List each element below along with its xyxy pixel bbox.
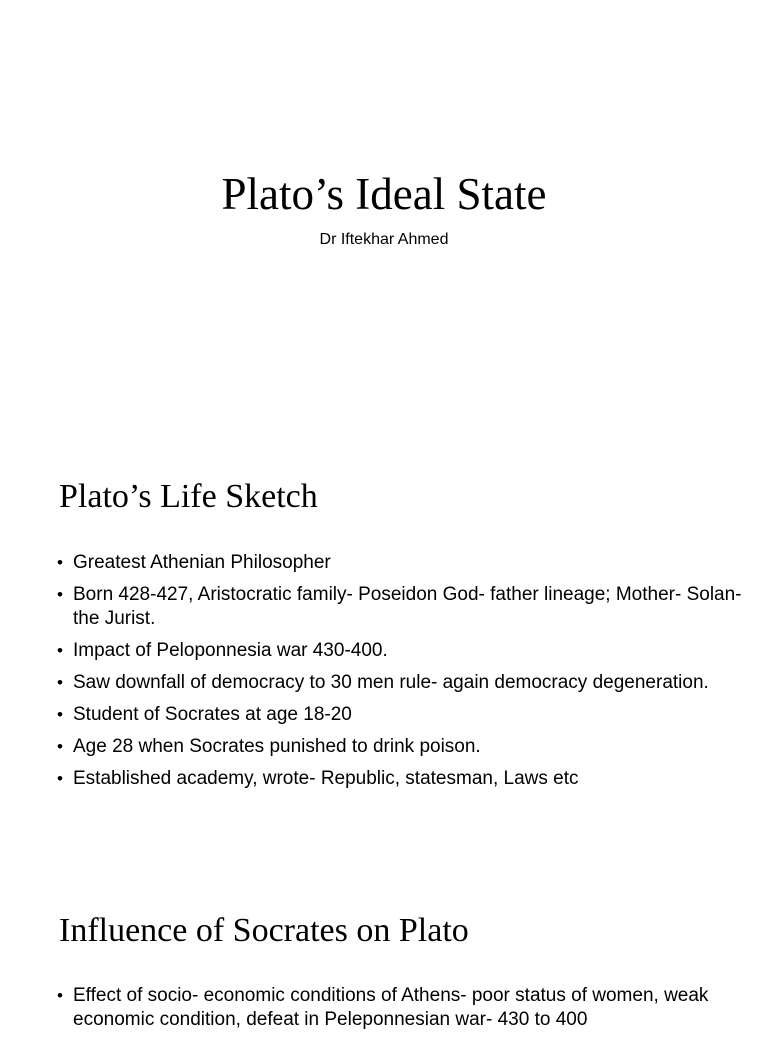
list-item [57, 767, 757, 791]
list-item [57, 639, 757, 663]
list-item-text: Impact of Peloponnesia war 430-400. [73, 640, 388, 661]
bullet-icon: • [57, 986, 63, 1005]
list-item-text: Born 428-427, Aristocratic family- Poseidon God- father lineage; Mother- Solan- the Jurist. [73, 584, 742, 629]
bullet-icon: • [57, 641, 63, 660]
author-name: Dr Iftekhar Ahmed [319, 231, 449, 248]
presentation-title: Plato’s Ideal State [221, 169, 547, 219]
list-item-text: Saw downfall of democracy to 30 men rule- again democracy degeneration. [73, 672, 709, 693]
bullet-icon: • [57, 585, 63, 604]
list-item-text: Effect of socio- economic conditions of Athens- poor status of women, weak economic condition, defeat in Peleponnesian war- 430 to 400 [73, 985, 709, 1030]
bullet-icon: • [57, 673, 63, 692]
socrates-influence-list [57, 984, 757, 1040]
list-item [57, 984, 757, 1032]
list-item [57, 551, 757, 575]
list-item [57, 703, 757, 727]
bullet-icon: • [57, 705, 63, 724]
list-item [57, 671, 757, 695]
list-item-text: Established academy, wrote- Republic, statesman, Laws etc [73, 768, 579, 789]
list-item [57, 583, 757, 631]
life-sketch-list [57, 551, 757, 799]
list-item-text: Student of Socrates at age 18-20 [73, 704, 352, 725]
list-item-text: Age 28 when Socrates punished to drink poison. [73, 736, 481, 757]
life-sketch-heading: Plato’s Life Sketch [59, 478, 318, 515]
bullet-icon: • [57, 553, 63, 572]
socrates-influence-heading: Influence of Socrates on Plato [59, 912, 469, 949]
bullet-icon: • [57, 769, 63, 788]
list-item [57, 735, 757, 759]
bullet-icon: • [57, 737, 63, 756]
list-item-text: Greatest Athenian Philosopher [73, 552, 331, 573]
